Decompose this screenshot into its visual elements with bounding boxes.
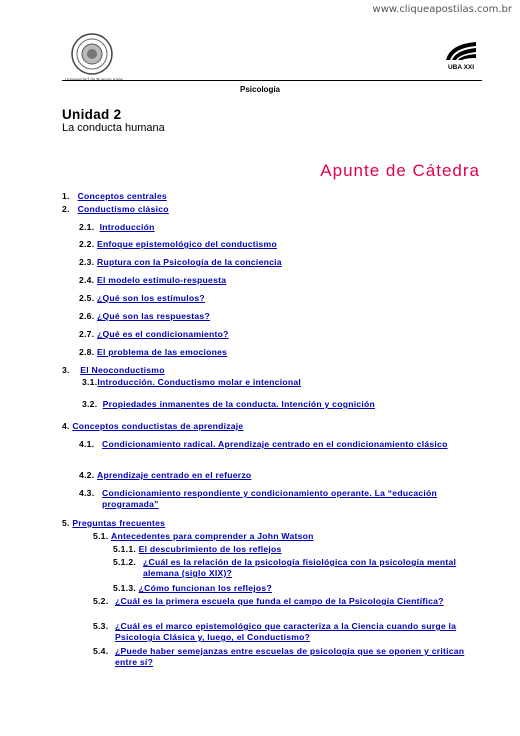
toc-item-5-1-3[interactable]: [113, 583, 272, 594]
toc-link[interactable]: Conceptos conductistas de aprendizaje: [72, 421, 244, 431]
toc-item-2-2[interactable]: [79, 239, 277, 250]
subject-label: Psicología: [239, 85, 280, 94]
toc-number: 5.1.2.: [113, 557, 137, 567]
toc-number: 5.1.: [93, 531, 109, 541]
toc-link[interactable]: Condicionamiento radical. Aprendizaje centrado en el condicionamiento clásico: [102, 439, 448, 449]
toc-link[interactable]: El modelo estímulo-respuesta: [96, 275, 227, 285]
toc-number: 4.: [62, 421, 70, 431]
toc-item-4-3[interactable]: [79, 488, 479, 510]
toc-number: 2.5.: [79, 293, 95, 303]
unit-title: Unidad 2: [62, 107, 122, 122]
uba-xxi-label: UBA XXI: [447, 64, 475, 70]
toc-item-5-1[interactable]: [93, 531, 314, 542]
header-divider: [62, 80, 482, 81]
toc-number: 2.1.: [79, 222, 95, 232]
toc-number: 2.7.: [79, 329, 95, 339]
toc-number: 5.1.3.: [113, 583, 137, 593]
toc-link[interactable]: Conductismo clásico: [77, 204, 169, 214]
toc-link[interactable]: Enfoque epistemológico del conductismo: [96, 239, 277, 249]
toc-number: 5.2.: [93, 596, 109, 606]
toc-link[interactable]: ¿Cuál es la relación de la psicología fisiológica con la psicología mental alemana (siglo XIX)?: [143, 557, 457, 578]
toc-link[interactable]: ¿Qué son las respuestas?: [96, 311, 210, 321]
toc-item-4[interactable]: [62, 421, 243, 432]
toc-link[interactable]: Ruptura con la Psicología de la conciencia: [96, 257, 282, 267]
toc-link[interactable]: Propiedades inmanentes de la conducta. Intención y cognición: [102, 399, 376, 409]
toc-item-5-1-1[interactable]: [113, 544, 282, 555]
site-watermark: www.cliqueapostilas.com.br: [372, 4, 512, 15]
toc-item-2-6[interactable]: [79, 311, 210, 322]
toc-item-1[interactable]: [62, 191, 167, 202]
toc-item-2[interactable]: [62, 204, 169, 215]
toc-number: 2.2.: [79, 239, 95, 249]
toc-link[interactable]: El problema de las emociones: [96, 347, 228, 357]
toc-number: 3.2.: [82, 399, 98, 409]
toc-number: 4.3.: [79, 488, 95, 498]
toc-number: 4.1.: [79, 439, 95, 449]
toc-link[interactable]: Introducción. Conductismo molar e intencional: [97, 377, 302, 387]
toc-number: 1.: [62, 191, 70, 201]
toc-item-3[interactable]: [62, 365, 165, 376]
toc-item-2-4[interactable]: [79, 275, 226, 286]
university-seal-icon: [70, 32, 114, 76]
toc-number: 2.8.: [79, 347, 95, 357]
toc-link[interactable]: Conceptos centrales: [77, 191, 167, 201]
toc-link[interactable]: ¿Cómo funcionan los reflejos?: [138, 583, 272, 593]
toc-link[interactable]: Aprendizaje centrado en el refuerzo: [96, 470, 252, 480]
toc-item-4-1[interactable]: [79, 439, 474, 450]
toc-number: 5.4.: [93, 646, 109, 656]
toc-item-5-3[interactable]: [93, 621, 473, 643]
toc-link[interactable]: ¿Cuál es el marco epistemológico que caracteriza a la Ciencia cuando surge la Psicología Clásica y, luego, el Conductismo?: [115, 621, 457, 642]
toc-link[interactable]: Introducción: [99, 222, 155, 232]
document-title: Apunte de Cátedra: [320, 161, 480, 180]
toc-item-3-1[interactable]: [82, 377, 301, 388]
toc-link[interactable]: Preguntas frecuentes: [72, 518, 166, 528]
toc-item-2-1[interactable]: [79, 222, 155, 233]
toc-link[interactable]: El descubrimiento de los reflejos: [138, 544, 282, 554]
toc-link[interactable]: El Neoconductismo: [80, 365, 165, 375]
toc-link[interactable]: ¿Cuál es la primera escuela que funda el campo de la Psicología Científica?: [115, 596, 444, 606]
toc-item-2-3[interactable]: [79, 257, 282, 268]
toc-number: 5.3.: [93, 621, 109, 631]
toc-item-2-7[interactable]: [79, 329, 229, 340]
toc-item-3-2[interactable]: [82, 399, 375, 410]
toc-item-2-8[interactable]: [79, 347, 227, 358]
toc-number: 2.6.: [79, 311, 95, 321]
unit-subtitle: La conducta humana: [62, 122, 165, 134]
toc-item-5-2[interactable]: [93, 596, 453, 607]
toc-link[interactable]: ¿Puede haber semejanzas entre escuelas de psicología que se oponen y critican entre sí?: [115, 646, 465, 667]
toc-number: 5.1.1.: [113, 544, 137, 554]
toc-link[interactable]: Antecedentes para comprender a John Watson: [110, 531, 314, 541]
toc-number: 4.2.: [79, 470, 95, 480]
uba-xxi-logo-icon: [442, 38, 480, 70]
toc-number: 3.1.: [82, 377, 98, 387]
toc-number: 2.: [62, 204, 70, 214]
toc-number: 5.: [62, 518, 70, 528]
toc-number: 3.: [62, 365, 70, 375]
toc-link[interactable]: ¿Qué son los estímulos?: [96, 293, 205, 303]
toc-number: 2.4.: [79, 275, 95, 285]
toc-item-5[interactable]: [62, 518, 165, 529]
toc-link[interactable]: ¿Qué es el condicionamiento?: [96, 329, 229, 339]
toc-item-5-1-2[interactable]: [113, 557, 463, 579]
toc-link[interactable]: Condicionamiento respondiente y condicionamiento operante. La “educación programada”: [102, 488, 438, 509]
toc-item-5-4[interactable]: [93, 646, 478, 668]
toc-item-2-5[interactable]: [79, 293, 205, 304]
toc-number: 2.3.: [79, 257, 95, 267]
toc-item-4-2[interactable]: [79, 470, 251, 481]
